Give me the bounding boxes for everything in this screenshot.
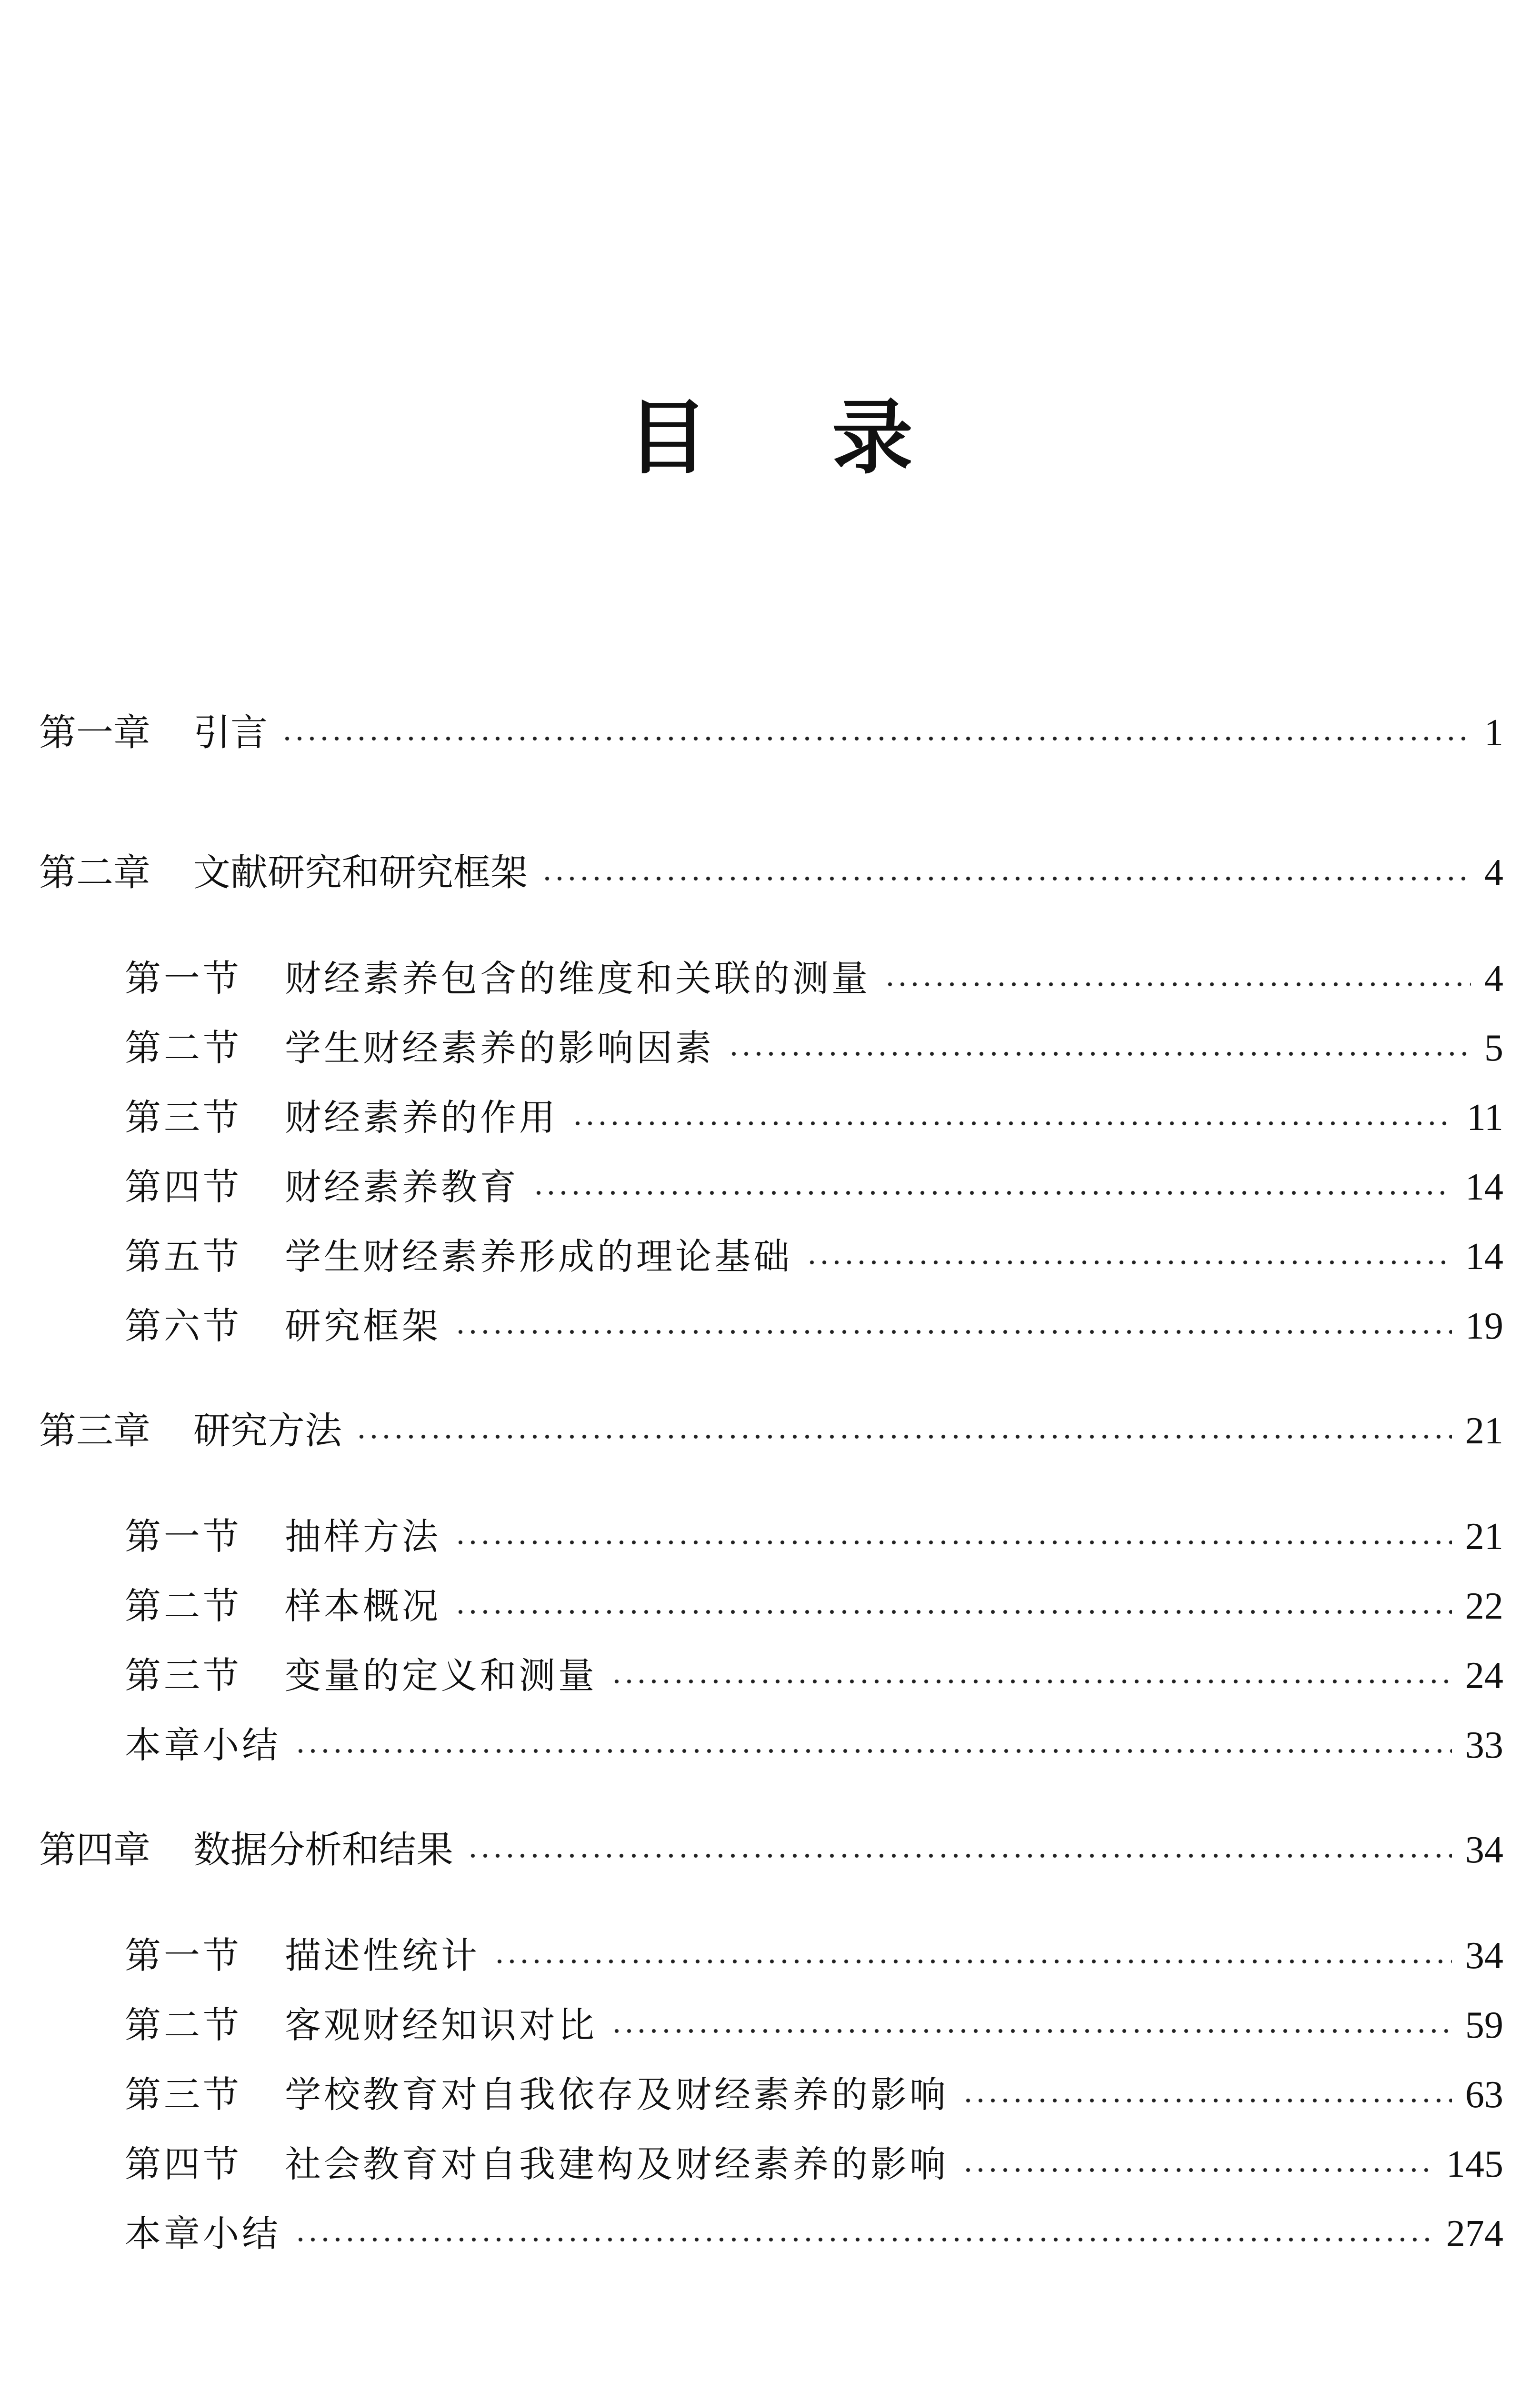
toc-title: 描述性统计	[285, 1934, 480, 1977]
toc-number: 第三节	[125, 1654, 242, 1697]
toc-page-number: 4	[1484, 852, 1503, 894]
toc-number: 第二节	[125, 1027, 242, 1069]
toc-title: 抽样方法	[285, 1515, 441, 1558]
dot-leader	[532, 1190, 1452, 1196]
toc-title: 财经素养包含的维度和关联的测量	[285, 957, 870, 1000]
toc-title: 本章小结	[125, 2212, 281, 2255]
dot-leader	[294, 1748, 1452, 1754]
dot-leader	[610, 2028, 1452, 2034]
toc-page-number: 63	[1465, 2074, 1503, 2116]
toc-number: 第一章	[39, 711, 151, 754]
toc-title: 数据分析和结果	[193, 1829, 454, 1871]
toc-number: 第三节	[125, 2073, 242, 2116]
toc-title: 财经素养教育	[285, 1166, 519, 1208]
toc-title: 文献研究和研究框架	[193, 851, 528, 894]
toc-title: 研究方法	[193, 1410, 342, 1452]
toc-title: 研究框架	[285, 1305, 441, 1347]
toc-page-number: 24	[1465, 1655, 1503, 1697]
toc-page-number: 4	[1484, 958, 1503, 1000]
dot-leader	[884, 981, 1471, 987]
toc-number: 第一节	[125, 1934, 242, 1977]
toc-number: 第二节	[125, 1585, 242, 1627]
toc-title: 样本概况	[285, 1585, 441, 1627]
toc-title: 变量的定义和测量	[285, 1654, 597, 1697]
dot-leader	[454, 1329, 1452, 1335]
toc-section-3-2[interactable]	[125, 1580, 1503, 1632]
toc-section-3-1[interactable]	[125, 1511, 1503, 1563]
toc-page-number: 11	[1466, 1097, 1503, 1139]
toc-number: 第二节	[125, 2004, 242, 2046]
toc-page-number: 5	[1484, 1027, 1503, 1069]
toc-page-number: 59	[1465, 2004, 1503, 2046]
toc-page-number: 14	[1465, 1236, 1503, 1278]
toc-title: 引言	[193, 711, 268, 754]
toc-section-2-3[interactable]	[125, 1091, 1503, 1144]
dot-leader	[355, 1434, 1452, 1440]
page-title: 目录	[627, 391, 1037, 485]
toc-number: 第四节	[125, 1166, 242, 1208]
dot-leader	[962, 2098, 1452, 2103]
dot-leader	[454, 1609, 1452, 1615]
toc-section-2-5[interactable]	[125, 1231, 1503, 1283]
toc-number: 第四节	[125, 2143, 242, 2185]
toc-title: 财经素养的作用	[285, 1096, 558, 1139]
toc-number: 第六节	[125, 1305, 242, 1347]
toc-title: 学生财经素养形成的理论基础	[285, 1235, 792, 1278]
toc-section-4-3[interactable]	[125, 2069, 1503, 2121]
toc-section-2-4[interactable]	[125, 1161, 1503, 1213]
toc-section-3-3[interactable]	[125, 1650, 1503, 1702]
toc-number: 第三章	[39, 1410, 151, 1452]
toc-title: 学校教育对自我依存及财经素养的影响	[285, 2073, 949, 2116]
dot-leader	[962, 2167, 1433, 2173]
toc-section-4-1[interactable]	[125, 1930, 1503, 1982]
toc-number: 第二章	[39, 851, 151, 894]
dot-leader	[454, 1540, 1452, 1545]
toc-page-number: 1	[1484, 712, 1503, 754]
toc-page-number: 33	[1465, 1724, 1503, 1766]
toc-page-number: 34	[1465, 1935, 1503, 1977]
dot-leader	[281, 736, 1471, 741]
toc-section-2-6[interactable]	[125, 1300, 1503, 1352]
toc-page-number: 274	[1446, 2213, 1503, 2255]
toc-number: 第三节	[125, 1096, 242, 1139]
dot-leader	[294, 2237, 1433, 2242]
dot-leader	[571, 1120, 1453, 1126]
dot-leader	[541, 876, 1471, 881]
toc-title: 学生财经素养的影响因素	[285, 1027, 714, 1069]
toc-chapter-1[interactable]	[39, 707, 1503, 759]
toc-section-4-2[interactable]	[125, 1999, 1503, 2051]
toc-page-number: 14	[1465, 1166, 1503, 1208]
dot-leader	[493, 1959, 1452, 1964]
toc-page-number: 34	[1465, 1829, 1503, 1871]
toc-chapter-2[interactable]	[39, 847, 1503, 899]
toc-chapter-3[interactable]	[39, 1405, 1503, 1457]
toc-title: 本章小结	[125, 1724, 281, 1766]
toc-number: 第一节	[125, 957, 242, 1000]
toc-page-number: 21	[1465, 1516, 1503, 1558]
toc-number: 第五节	[125, 1235, 242, 1278]
toc-section-2-1[interactable]	[125, 952, 1503, 1005]
dot-leader	[728, 1051, 1471, 1057]
dot-leader	[467, 1853, 1452, 1859]
toc-title: 客观财经知识对比	[285, 2004, 597, 2046]
toc-page-number: 21	[1465, 1410, 1503, 1452]
toc-page-number: 22	[1465, 1585, 1503, 1627]
toc-page-number: 145	[1446, 2143, 1503, 2185]
toc-page-number: 19	[1465, 1305, 1503, 1347]
dot-leader	[806, 1260, 1452, 1265]
toc-number: 第一节	[125, 1515, 242, 1558]
toc-section-4-summary[interactable]	[125, 2208, 1503, 2260]
toc-section-4-4[interactable]	[125, 2138, 1503, 2191]
toc-section-3-summary[interactable]	[125, 1719, 1503, 1771]
toc-number: 第四章	[39, 1829, 151, 1871]
toc-section-2-2[interactable]	[125, 1022, 1503, 1074]
toc-title: 社会教育对自我建构及财经素养的影响	[285, 2143, 949, 2185]
dot-leader	[610, 1679, 1452, 1684]
toc-chapter-4[interactable]	[39, 1824, 1503, 1876]
